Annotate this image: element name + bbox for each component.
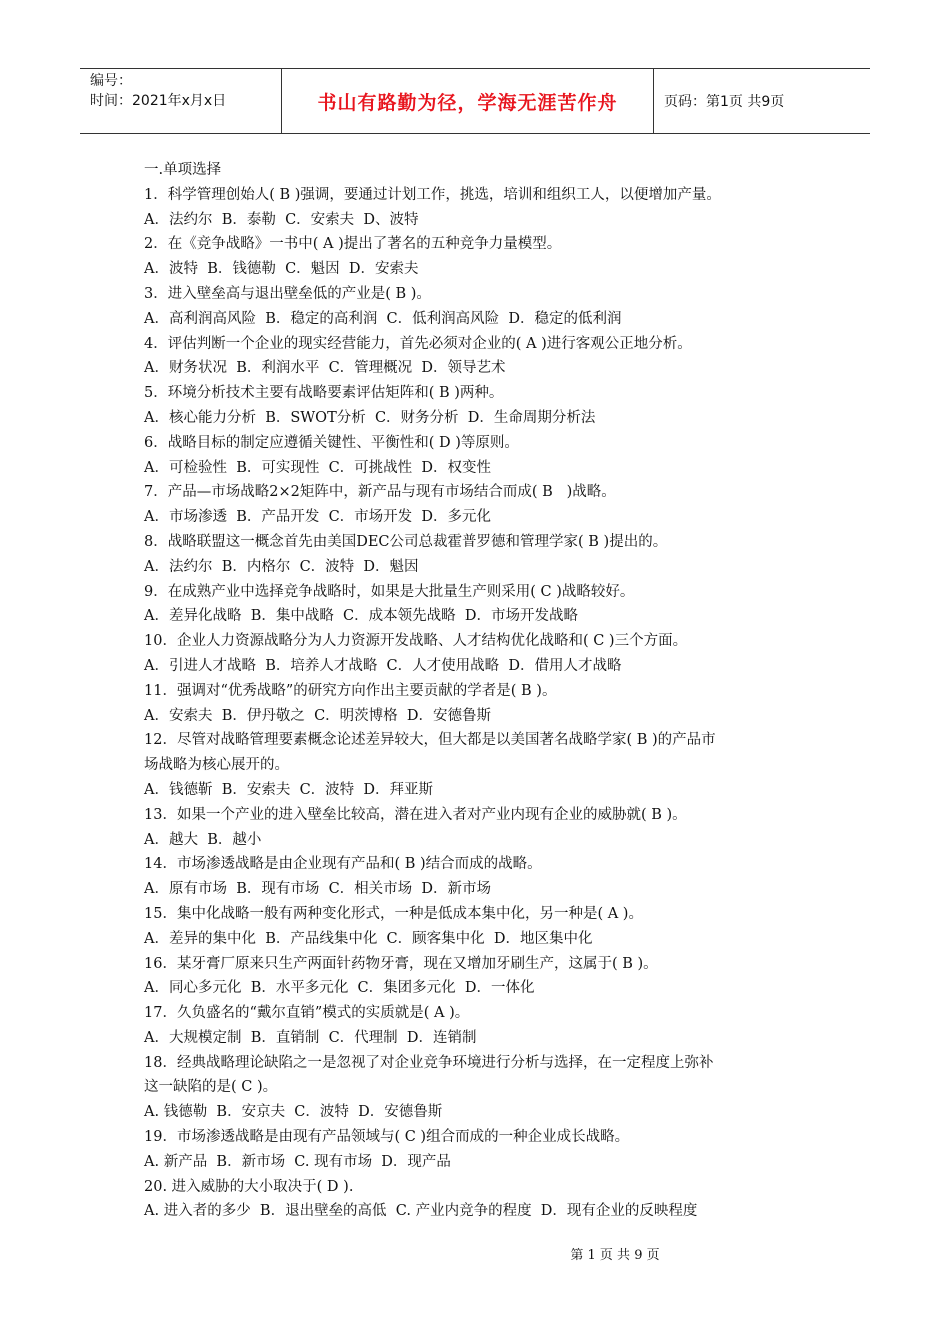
text-line: A．法约尔 B．泰勒 C．安索夫 D、波特 xyxy=(144,211,419,228)
text-line: A．法约尔 B．内格尔 C．波特 D．魁因 xyxy=(144,558,419,575)
document-header xyxy=(80,68,870,134)
text-line: A. 新产品 B．新市场 C. 现有市场 D．现产品 xyxy=(144,1153,451,1170)
text-line: 9．在成熟产业中选择竞争战略时，如果是大批量生产则采用( C )战略较好。 xyxy=(144,583,635,600)
text-line: A．市场渗透 B．产品开发 C．市场开发 D．多元化 xyxy=(144,509,491,526)
text-line: A. 钱德勒 B．安京夫 C．波特 D．安德鲁斯 xyxy=(144,1104,443,1121)
text-line: 这一缺陷的是( C )。 xyxy=(144,1079,278,1096)
text-line: A．高利润高风险 B．稳定的高利润 C．低利润高风险 D．稳定的低利润 xyxy=(144,310,622,327)
header-motto: 书山有路勤为径，学海无涯苦作舟 xyxy=(317,91,618,114)
text-line: 一.单项选择 xyxy=(144,162,222,178)
text-line: A．核心能力分析 B．SWOT分析 C．财务分析 D．生命周期分析法 xyxy=(144,409,596,426)
text-line: 20. 进入威胁的大小取决于( D ). xyxy=(144,1178,354,1195)
header-motto-cell xyxy=(282,69,654,133)
text-line: A. 进入者的多少 B．退出壁垒的高低 C. 产业内竞争的程度 D．现有企业的反映程度 xyxy=(144,1203,698,1220)
text-line: A．原有市场 B．现有市场 C．相关市场 D．新市场 xyxy=(144,881,491,898)
text-line: A．安索夫 B．伊丹敬之 C．明茨博格 D．安德鲁斯 xyxy=(144,707,491,724)
text-line: A．波特 B．钱德勒 C．魁因 D．安索夫 xyxy=(144,261,419,278)
text-line: A．财务状况 B．利润水平 C．管理概况 D．领导艺术 xyxy=(144,360,506,377)
text-line: 4．评估判断一个企业的现实经营能力，首先必须对企业的( A )进行客观公正地分析。 xyxy=(144,335,692,352)
header-info xyxy=(80,69,282,133)
text-line: 14．市场渗透战略是由企业现有产品和( B )结合而成的战略。 xyxy=(144,856,542,873)
text-line: A．差异的集中化 B．产品线集中化 C．顾客集中化 D．地区集中化 xyxy=(144,930,593,947)
text-line: 5．环境分析技术主要有战略要素评估矩阵和( B )两种。 xyxy=(144,385,504,402)
text-line: 场战略为核心展开的。 xyxy=(144,757,289,774)
text-line: 10．企业人力资源战略分为人力资源开发战略、人才结构优化战略和( C )三个方面。 xyxy=(144,633,688,650)
text-line: 18．经典战略理论缺陷之一是忽视了对企业竞争环境进行分析与选择，在一定程度上弥补 xyxy=(144,1054,714,1071)
header-number-label: 编号： xyxy=(90,73,132,89)
text-line: A．越大 B．越小 xyxy=(144,831,262,848)
page-footer xyxy=(0,1244,950,1263)
text-line: A．同心多元化 B．水平多元化 C．集团多元化 D．一体化 xyxy=(144,980,535,997)
question-list xyxy=(144,158,814,1224)
text-line: 2．在《竞争战略》一书中( A )提出了著名的五种竞争力量模型。 xyxy=(144,236,562,253)
text-line: 8．战略联盟这一概念首先由美国DEC公司总裁霍普罗德和管理学家( B )提出的。 xyxy=(144,533,668,550)
text-line: 6．战略目标的制定应遵循关键性、平衡性和( D )等原则。 xyxy=(144,434,519,451)
header-page-label: 页码：第1页 共9页 xyxy=(664,94,785,110)
text-line: A．差异化战略 B．集中战略 C．成本领先战略 D．市场开发战略 xyxy=(144,608,578,625)
text-line: A．大规模定制 B．直销制 C．代理制 D．连销制 xyxy=(144,1029,477,1046)
text-line: A．钱德靳 B．安索夫 C．波特 D．拜亚斯 xyxy=(144,781,434,798)
text-line: 13．如果一个产业的进入壁垒比较高，潜在进入者对产业内现有企业的威胁就( B )。 xyxy=(144,806,687,823)
text-line: 1．科学管理创始人( B )强调，要通过计划工作，挑选，培训和组织工人，以便增加产量。 xyxy=(144,186,721,203)
text-line: 11．强调对“优秀战略”的研究方向作出主要贡献的学者是( B )。 xyxy=(144,682,557,699)
text-line: 3．进入壁垒高与退出壁垒低的产业是( B )。 xyxy=(144,285,431,302)
text-line: 7．产品—市场战略2×2矩阵中，新产品与现有市场结合而成( B )战略。 xyxy=(144,484,616,501)
footer-page-number: 第 1 页 共 9 页 xyxy=(570,1248,660,1263)
text-line: A．引进人才战略 B．培养人才战略 C．人才使用战略 D．借用人才战略 xyxy=(144,657,622,674)
text-line: 16．某牙膏厂原来只生产两面针药物牙膏，现在又增加牙刷生产，这属于( B )。 xyxy=(144,955,658,972)
text-line: A．可检验性 B．可实现性 C．可挑战性 D．权变性 xyxy=(144,459,491,476)
text-line: 15．集中化战略一般有两种变化形式，一种是低成本集中化，另一种是( A )。 xyxy=(144,905,643,922)
header-date-label: 时间：2021年x月x日 xyxy=(90,93,227,109)
text-line: 17．久负盛名的“戴尔直销”模式的实质就是( A )。 xyxy=(144,1005,470,1022)
text-line: 12．尽管对战略管理要素概念论述差异较大，但大都是以美国著名战略学家( B )的产品市 xyxy=(144,732,716,749)
header-page-cell xyxy=(654,69,870,133)
text-line: 19．市场渗透战略是由现有产品领域与( C )组合而成的一种企业成长战略。 xyxy=(144,1129,630,1146)
